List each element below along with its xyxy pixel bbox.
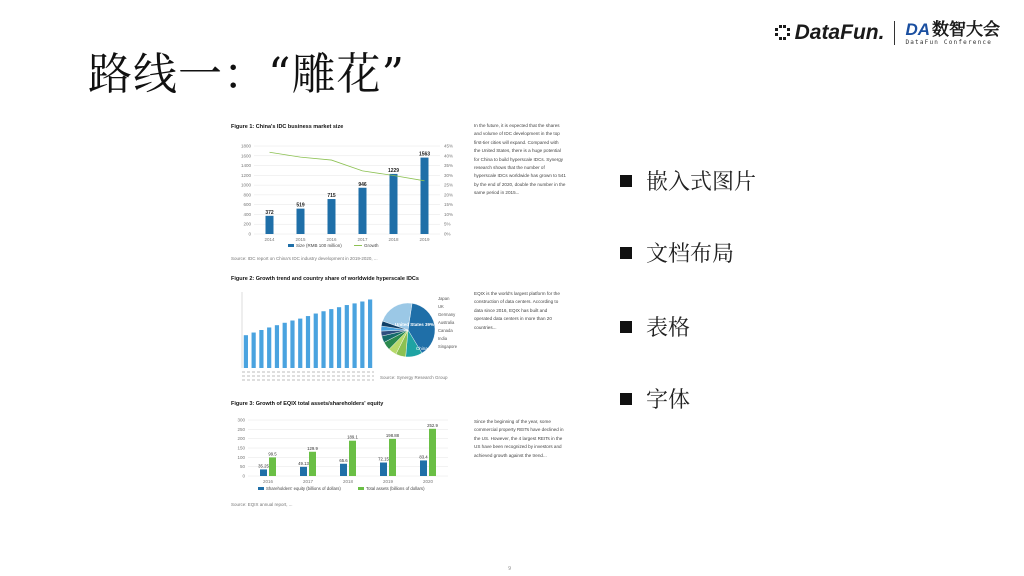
bar xyxy=(390,174,398,234)
data-label: 252.9 xyxy=(427,422,438,428)
bar xyxy=(259,330,263,368)
figure2-pie-chart xyxy=(378,290,474,370)
bar xyxy=(368,299,372,368)
bullet-item xyxy=(620,383,690,414)
figure2-title: Figure 2: Growth trend and country share of worldwide hyperscale IDCs xyxy=(231,276,419,282)
x-tick-label: 2014 xyxy=(264,237,275,242)
y-tick-label: 1800 xyxy=(240,143,251,149)
y2-tick-label: 10% xyxy=(444,211,454,217)
bar xyxy=(340,464,347,476)
x-tick-label: 2018 xyxy=(342,479,354,484)
page-number: 9 xyxy=(508,566,512,572)
x-tick-label: 2019 xyxy=(419,237,430,242)
conf-name: 数智大会 xyxy=(932,19,1000,39)
x-tick-label: 2019 xyxy=(382,479,394,484)
data-label: 519 xyxy=(296,202,305,209)
data-label: 1563 xyxy=(418,151,431,158)
y-tick-label: 300 xyxy=(237,417,245,423)
datafun-brand xyxy=(775,21,885,45)
conf-mark: DA xyxy=(905,19,930,39)
document-text-col1: In the future, it is expected that the shares and volume of IDC development in the top first-tier cities will expand. Compared with the United States, there is a huge potential for China to build hyperscale IDCs. Synergy research shows that the number of hyperscale IDCs worldwide has grown to 541 by the end of 2020, double the number in the same period in 2015... xyxy=(474,123,566,196)
datafun-brand-text: DataFun. xyxy=(794,21,885,44)
bullet-label: 嵌入式图片 xyxy=(646,170,757,195)
bar xyxy=(269,457,276,476)
y-tick-label: 1400 xyxy=(240,163,251,169)
x-tick-label: 2017 xyxy=(302,479,314,484)
figure1-title: Figure 1: China's IDC business market size xyxy=(231,124,344,130)
y-tick-label: 150 xyxy=(237,445,245,451)
legend-label: Growth xyxy=(364,243,379,248)
x-tick-label: 2016 xyxy=(262,479,274,484)
pie-label-us: United States 39% xyxy=(395,322,435,327)
bar xyxy=(314,314,318,368)
bar xyxy=(321,311,325,368)
y-tick-label: 1000 xyxy=(240,182,251,188)
bullet-square-icon xyxy=(620,175,632,187)
bar xyxy=(252,333,256,368)
datafun-logo xyxy=(775,18,1000,48)
legend-label: Total assets (billions of dollars) xyxy=(366,486,425,491)
y2-tick-label: 35% xyxy=(444,163,454,169)
bar xyxy=(420,460,427,476)
bar xyxy=(298,319,302,368)
figure3-title: Figure 3: Growth of EQIX total assets/shareholders' equity xyxy=(231,401,384,407)
figure2-bar-chart xyxy=(228,288,378,383)
y-tick-label: 400 xyxy=(243,211,251,217)
y2-tick-label: 20% xyxy=(444,192,454,198)
data-label: 72.15 xyxy=(378,456,389,462)
bar xyxy=(337,307,341,368)
pie-legend-label: Germany xyxy=(438,312,456,317)
figure3-caption: Source: EQIX annual report, ... xyxy=(231,502,293,507)
data-label: 35.25 xyxy=(258,463,269,469)
bar xyxy=(352,303,356,368)
y-tick-label: 0 xyxy=(242,473,245,479)
datafun-dots-icon xyxy=(775,25,793,41)
bar xyxy=(349,441,356,476)
bar xyxy=(266,216,274,234)
bullet-label: 表格 xyxy=(646,316,691,341)
bar xyxy=(297,209,305,234)
bullet-square-icon xyxy=(620,321,632,333)
pie-legend-label: Australia xyxy=(438,320,455,325)
bar xyxy=(309,452,316,476)
bar xyxy=(306,316,310,368)
y2-tick-label: 30% xyxy=(444,172,454,178)
conf-subtitle: DataFun Conference xyxy=(905,38,993,46)
bullet-item xyxy=(620,237,734,268)
data-label: 99.5 xyxy=(268,451,277,457)
bullet-label: 文档布局 xyxy=(646,242,735,267)
bar xyxy=(260,469,267,476)
y-tick-label: 100 xyxy=(237,454,245,460)
x-tick-label: 2020 xyxy=(422,479,434,484)
figure2-caption: Source: Synergy Research Group xyxy=(380,375,448,380)
figure3-chart xyxy=(228,414,474,496)
pie-legend-label: UK xyxy=(438,304,444,309)
bar xyxy=(283,323,287,368)
data-label: 189.1 xyxy=(347,434,358,440)
data-label: 946 xyxy=(358,181,367,188)
y-tick-label: 800 xyxy=(243,192,251,198)
y-tick-label: 200 xyxy=(243,221,251,227)
bar xyxy=(359,188,367,234)
pie-label-china: China xyxy=(416,346,428,351)
pie-legend-label: Singapore xyxy=(438,344,458,349)
bar xyxy=(244,335,248,368)
data-label: 49.13 xyxy=(298,460,309,466)
x-tick-label: 2018 xyxy=(388,237,399,242)
bullet-item xyxy=(620,165,756,196)
bar xyxy=(267,327,271,368)
data-label: 83.4 xyxy=(419,454,428,460)
bar xyxy=(275,325,279,368)
slide-title: 路线一：“雕花” xyxy=(88,49,405,100)
y2-tick-label: 40% xyxy=(444,153,454,159)
legend-swatch xyxy=(288,244,294,247)
x-tick-label: 2017 xyxy=(357,237,368,242)
figure1-caption: Source: IDC report on China's IDC industry development in 2019-2020, ... xyxy=(231,256,378,261)
legend-label: Size (RMB 100 million) xyxy=(296,243,342,248)
pie-legend-label: India xyxy=(438,336,448,341)
embedded-document-image xyxy=(228,118,568,518)
y2-tick-label: 25% xyxy=(444,182,454,188)
bullet-item xyxy=(620,311,690,342)
y-tick-label: 50 xyxy=(239,464,245,470)
growth-line xyxy=(270,152,425,181)
y-tick-label: 0 xyxy=(248,231,251,237)
pie-legend-label: Canada xyxy=(438,328,453,333)
data-label: 129.9 xyxy=(307,445,318,451)
bar xyxy=(328,199,336,234)
document-text-col2: EQIX is the world's largest platform for the construction of data centers. According to data since 2016, EQIX has built and operated data centers in more than 20 countries... xyxy=(474,291,560,330)
y-tick-label: 600 xyxy=(243,202,251,208)
bar xyxy=(345,305,349,368)
x-tick-label: 2015 xyxy=(295,237,306,242)
y2-tick-label: 0% xyxy=(444,231,451,237)
data-label: 198.88 xyxy=(385,432,400,438)
bullet-square-icon xyxy=(620,393,632,405)
y-tick-label: 200 xyxy=(237,436,245,442)
legend-swatch xyxy=(358,487,364,490)
data-label: 1229 xyxy=(387,167,400,174)
bar xyxy=(329,309,333,368)
y2-tick-label: 5% xyxy=(444,221,451,227)
y-tick-label: 1200 xyxy=(240,172,251,178)
bar xyxy=(360,302,364,369)
y2-tick-label: 15% xyxy=(444,202,454,208)
bar xyxy=(380,463,387,476)
data-label: 65.6 xyxy=(339,457,348,463)
y-tick-label: 1600 xyxy=(240,153,251,159)
bar xyxy=(290,321,294,369)
bullet-square-icon xyxy=(620,247,632,259)
bar xyxy=(429,429,436,476)
logo-divider xyxy=(894,21,895,45)
pie-legend-label: Japan xyxy=(438,296,450,301)
document-text-col3: Since the beginning of the year, some commercial property REITs have declined in the US. However, the 4 largest REITs in the US have been recognized by investors and achieved growth against the trend... xyxy=(474,419,564,458)
bar xyxy=(300,467,307,476)
bar xyxy=(421,158,429,234)
figure1-chart xyxy=(228,138,474,253)
bullet-label: 字体 xyxy=(646,388,691,413)
conference-logo xyxy=(905,21,1000,46)
x-tick-label: 2016 xyxy=(326,237,337,242)
y2-tick-label: 45% xyxy=(444,143,454,149)
y-tick-label: 250 xyxy=(237,426,245,432)
bar xyxy=(389,439,396,476)
legend-swatch xyxy=(258,487,264,490)
legend-label: Shareholders' equity (billions of dollars) xyxy=(266,486,341,491)
data-label: 715 xyxy=(327,193,336,200)
data-label: 372 xyxy=(265,209,274,216)
